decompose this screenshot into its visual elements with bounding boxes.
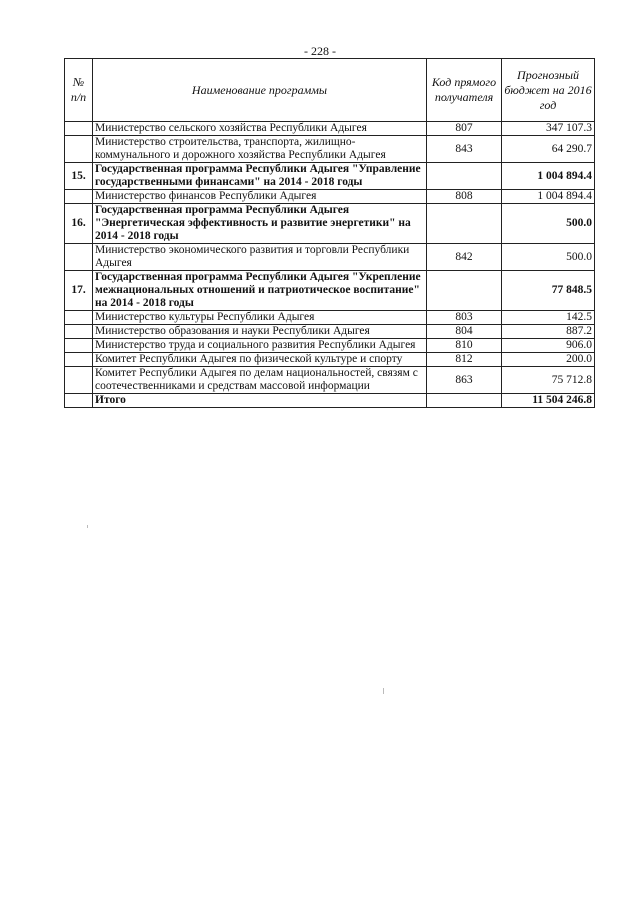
row-name: Государственная программа Республики Адыгея "Энергетическая эффективность и развитие энергетики" на 2014 - 2018 годы [93, 204, 427, 244]
row-name: Государственная программа Республики Адыгея "Укрепление межнациональных отношений и патриотическое воспитание" на 2014 - 2018 годы [93, 271, 427, 311]
row-budget: 75 712.8 [502, 367, 595, 394]
table-row [65, 190, 595, 204]
row-number [65, 122, 93, 136]
row-name: Министерство труда и социального развития Республики Адыгея [93, 339, 427, 353]
header-code: Код прямого получателя [427, 59, 502, 122]
row-number [65, 394, 93, 408]
table-row [65, 311, 595, 325]
row-budget: 200.0 [502, 353, 595, 367]
row-number [65, 136, 93, 163]
row-name: Министерство экономического развития и торговли Республики Адыгея [93, 244, 427, 271]
table-row [65, 367, 595, 394]
row-budget: 500.0 [502, 204, 595, 244]
table-row [65, 122, 595, 136]
row-code: 842 [427, 244, 502, 271]
row-name: Комитет Республики Адыгея по физической культуре и спорту [93, 353, 427, 367]
row-code: 810 [427, 339, 502, 353]
row-name: Государственная программа Республики Адыгея "Управление государственными финансами" на 2014 - 2018 годы [93, 163, 427, 190]
scan-mark [87, 525, 88, 528]
row-budget: 142.5 [502, 311, 595, 325]
row-number: 15. [65, 163, 93, 190]
scan-mark [383, 688, 384, 694]
table-header-row [65, 59, 595, 122]
row-budget: 906.0 [502, 339, 595, 353]
row-number: 17. [65, 271, 93, 311]
row-budget: 500.0 [502, 244, 595, 271]
table-row [65, 325, 595, 339]
row-number [65, 190, 93, 204]
row-name: Итого [93, 394, 427, 408]
row-name: Министерство строительства, транспорта, жилищно-коммунального и дорожного хозяйства Республики Адыгея [93, 136, 427, 163]
row-code: 803 [427, 311, 502, 325]
program-row [65, 163, 595, 190]
program-row [65, 271, 595, 311]
row-number [65, 311, 93, 325]
row-number [65, 339, 93, 353]
table-row [65, 244, 595, 271]
row-name: Министерство сельского хозяйства Республики Адыгея [93, 122, 427, 136]
row-code: 843 [427, 136, 502, 163]
row-name: Комитет Республики Адыгея по делам национальностей, связям с соотечественниками и средствам массовой информации [93, 367, 427, 394]
program-row [65, 204, 595, 244]
row-number [65, 244, 93, 271]
row-code: 863 [427, 367, 502, 394]
row-code [427, 394, 502, 408]
budget-table [64, 58, 595, 408]
row-budget: 887.2 [502, 325, 595, 339]
row-code [427, 163, 502, 190]
row-name: Министерство культуры Республики Адыгея [93, 311, 427, 325]
row-budget: 77 848.5 [502, 271, 595, 311]
table-row [65, 339, 595, 353]
row-budget: 347 107.3 [502, 122, 595, 136]
row-code [427, 271, 502, 311]
row-budget: 11 504 246.8 [502, 394, 595, 408]
row-code: 812 [427, 353, 502, 367]
row-number: 16. [65, 204, 93, 244]
row-code: 807 [427, 122, 502, 136]
row-name: Министерство финансов Республики Адыгея [93, 190, 427, 204]
row-number [65, 367, 93, 394]
row-name: Министерство образования и науки Республики Адыгея [93, 325, 427, 339]
table-row [65, 136, 595, 163]
header-name: Наименование программы [93, 59, 427, 122]
page-number: - 228 - [304, 44, 336, 58]
total-row [65, 394, 595, 408]
row-number [65, 353, 93, 367]
row-budget: 1 004 894.4 [502, 163, 595, 190]
row-code: 804 [427, 325, 502, 339]
row-number [65, 325, 93, 339]
row-code: 808 [427, 190, 502, 204]
table-row [65, 353, 595, 367]
row-budget: 1 004 894.4 [502, 190, 595, 204]
row-budget: 64 290.7 [502, 136, 595, 163]
row-code [427, 204, 502, 244]
header-num: № п/п [65, 59, 93, 122]
table-body [65, 122, 595, 408]
header-budget: Прогнозный бюджет на 2016 год [502, 59, 595, 122]
